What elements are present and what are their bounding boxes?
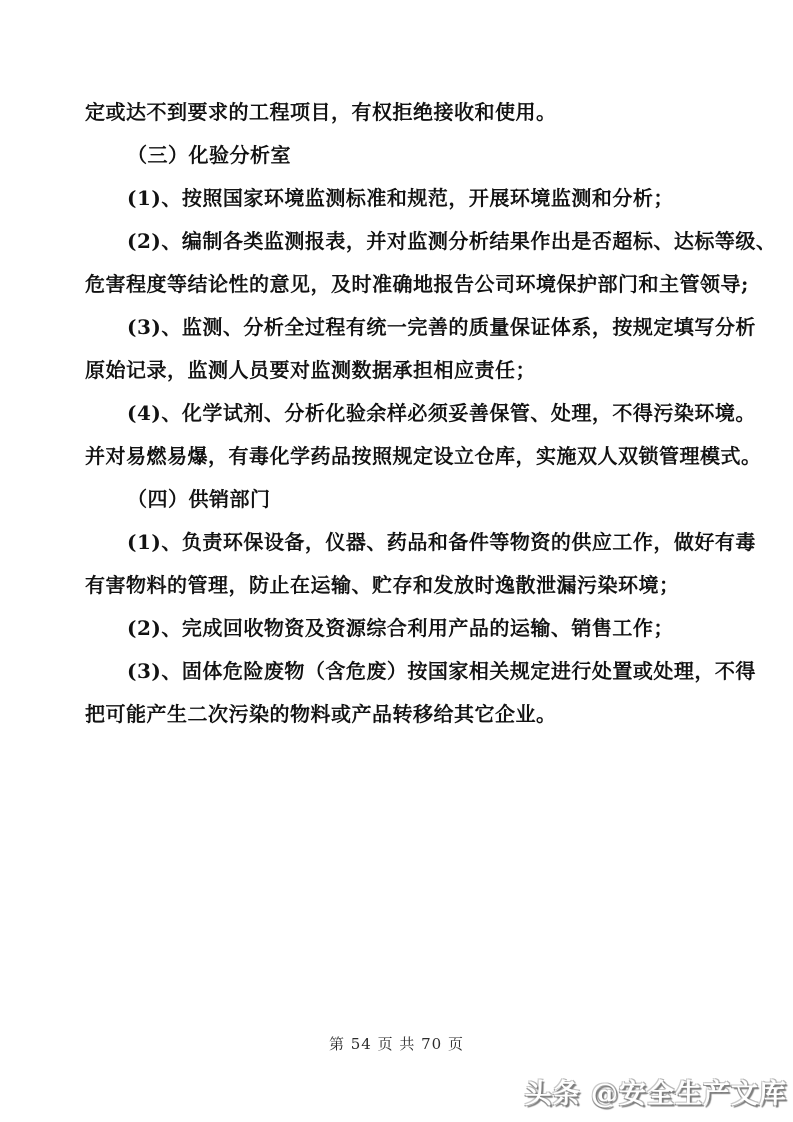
document-body: [85, 0, 777, 736]
list-item: (4)、化学试剂、分析化验余样必须妥善保管、处理，不得污染环境。: [127, 401, 756, 425]
text-line: 危害程度等结论性的意见，及时准确地报告公司环境保护部门和主管领导;: [85, 272, 749, 296]
text-line: 定或达不到要求的工程项目，有权拒绝接收和使用。: [85, 100, 557, 124]
text-line: 把可能产生二次污染的物料或产品转移给其它企业。: [85, 702, 557, 726]
list-item: (3)、监测、分析全过程有统一完善的质量保证体系，按规定填写分析: [127, 315, 756, 339]
list-item: (3)、固体危险废物（含危废）按国家相关规定进行处置或处理，不得: [127, 659, 756, 683]
section-heading: （四）供销部门: [127, 487, 271, 511]
watermark-text: 头条 @安全生产文库: [524, 1079, 787, 1110]
section-heading: （三）化验分析室: [127, 143, 291, 167]
list-item: (1)、按照国家环境监测标准和规范，开展环境监测和分析；: [127, 186, 674, 210]
list-item: (2)、完成回收物资及资源综合利用产品的运输、销售工作；: [127, 616, 674, 640]
text-line: 原始记录，监测人员要对监测数据承担相应责任；: [85, 358, 536, 382]
list-item: (1)、负责环保设备，仪器、药品和备件等物资的供应工作，做好有毒: [127, 530, 756, 554]
page-number: 第 54 页 共 70 页: [328, 1035, 464, 1053]
text-line: 并对易燃易爆，有毒化学药品按照规定设立仓库，实施双人双锁管理模式。: [85, 444, 762, 468]
text-line: 有害物料的管理，防止在运输、贮存和发放时逸散泄漏污染环境；: [85, 573, 680, 597]
list-item: (2)、编制各类监测报表，并对监测分析结果作出是否超标、达标等级、: [127, 229, 777, 253]
